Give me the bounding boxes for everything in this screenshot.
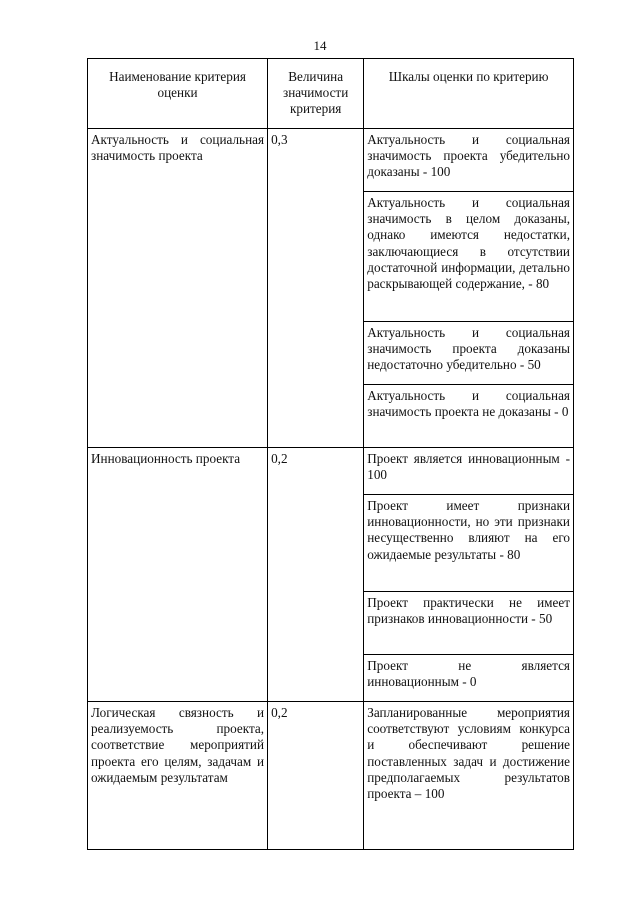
header-criterion-weight: Величина значимости критерия	[268, 59, 364, 129]
scale-cell: Актуальность и социальная значимость проекта не доказаны - 0	[364, 385, 574, 448]
table-header-row	[88, 59, 574, 129]
scale-cell: Проект практически не имеет признаков инновационности - 50	[364, 592, 574, 655]
header-criterion-name: Наименование критерия оценки	[88, 59, 268, 129]
scale-cell: Проект является инновационным - 100	[364, 448, 574, 495]
table-row	[88, 129, 574, 192]
scale-cell: Проект не является инновационным - 0	[364, 655, 574, 702]
scale-cell: Актуальность и социальная значимость проекта доказаны недостаточно убедительно - 50	[364, 322, 574, 385]
criterion-weight: 0,3	[268, 129, 364, 448]
criterion-weight: 0,2	[268, 702, 364, 850]
table-row	[88, 702, 574, 850]
scale-cell: Актуальность и социальная значимость в целом доказаны, однако имеются недостатки, заключающиеся в отсутствии достаточной информации, детально раскрывающей содержание, - 80	[364, 192, 574, 322]
criterion-weight: 0,2	[268, 448, 364, 702]
table-row	[88, 448, 574, 495]
scale-cell: Актуальность и социальная значимость проекта убедительно доказаны - 100	[364, 129, 574, 192]
criterion-name: Актуальность и социальная значимость проекта	[88, 129, 268, 448]
criteria-table	[87, 58, 574, 850]
scale-cell: Запланированные мероприятия соответствуют условиям конкурса и обеспечивают решение поставленных задач и достижение предполагаемых результатов проекта – 100	[364, 702, 574, 850]
criterion-name: Инновационность проекта	[88, 448, 268, 702]
page-number: 14	[313, 38, 327, 53]
scale-cell: Проект имеет признаки инновационности, но эти признаки несущественно влияют на его ожидаемые результаты - 80	[364, 495, 574, 592]
header-evaluation-scale: Шкалы оценки по критерию	[364, 59, 574, 129]
criterion-name: Логическая связность и реализуемость проекта, соответствие мероприятий проекта его целям, задачам и ожидаемым результатам	[88, 702, 268, 850]
